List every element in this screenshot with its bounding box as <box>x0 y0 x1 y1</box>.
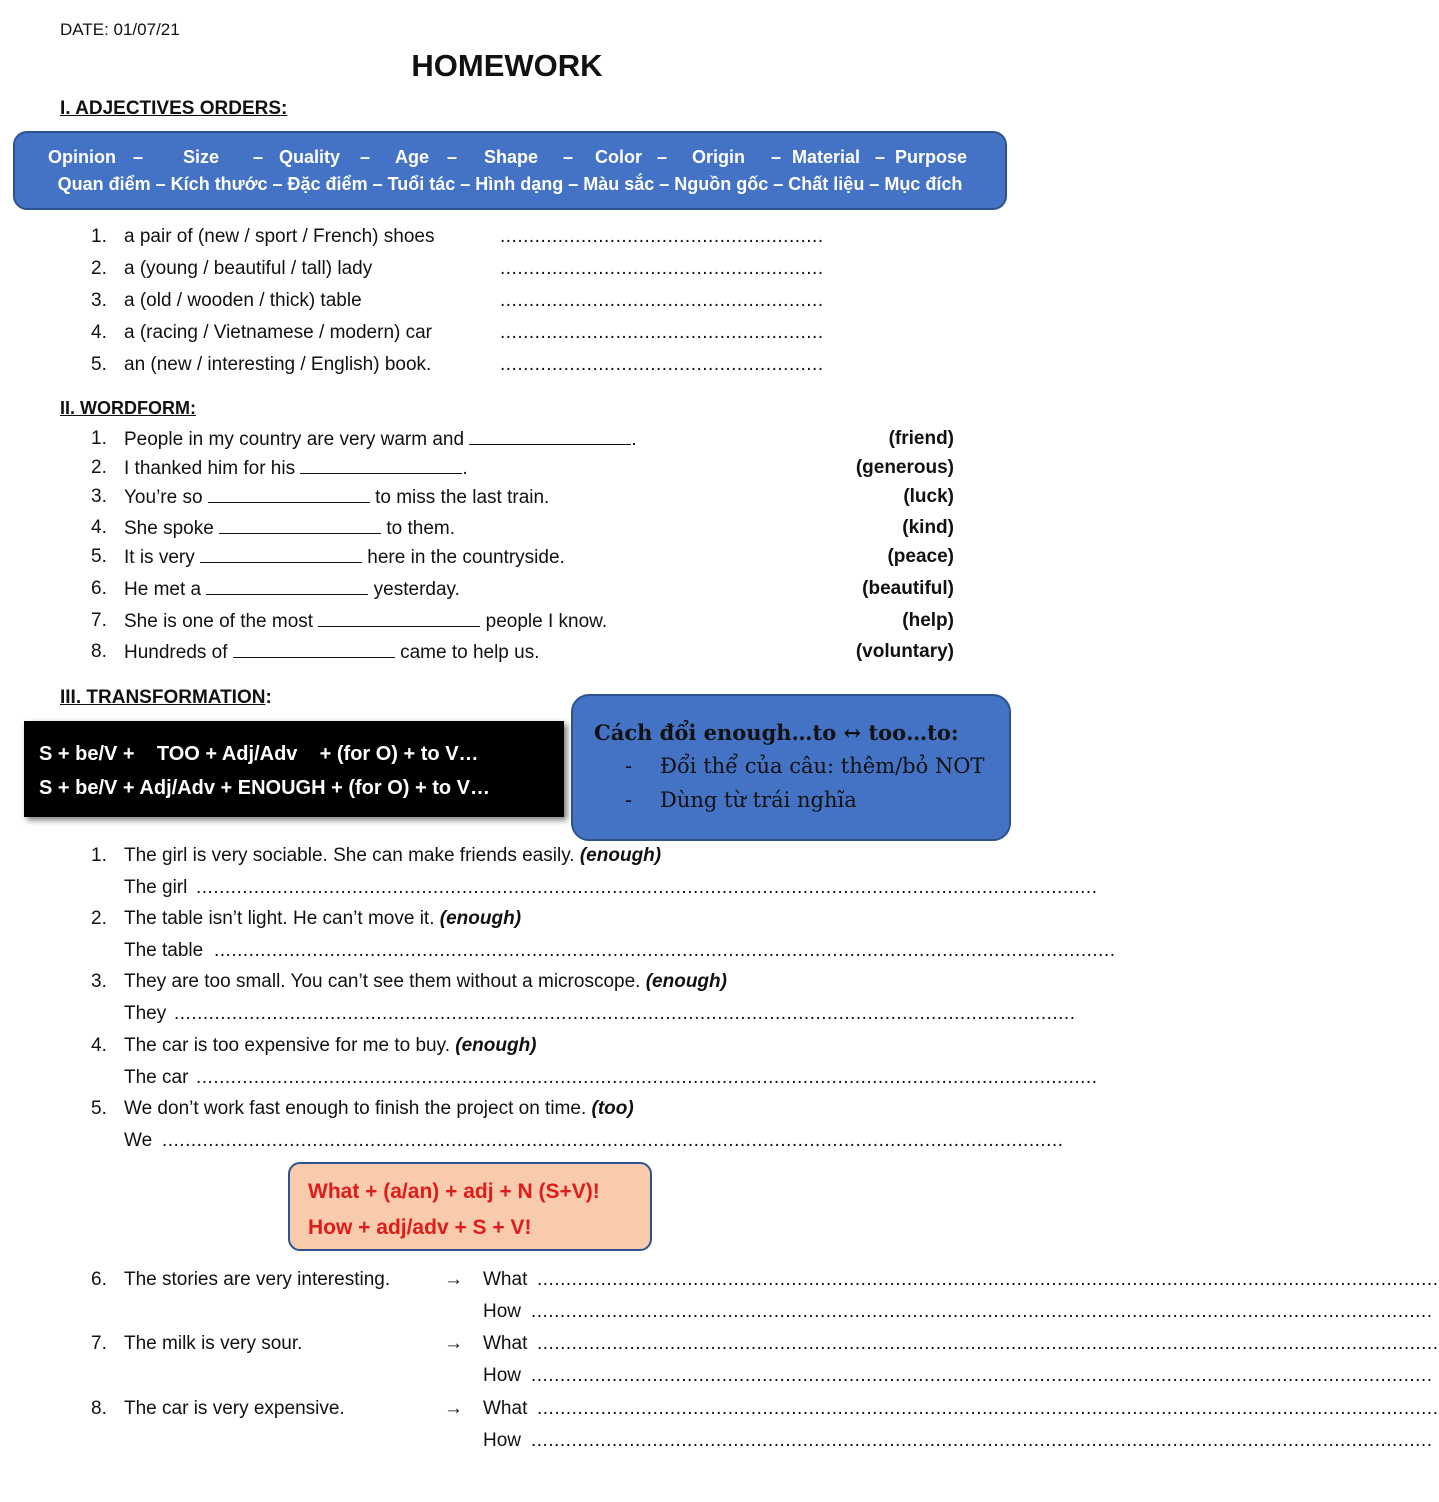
item-number: 7. <box>91 1333 107 1354</box>
item-number: 4. <box>91 517 107 538</box>
item-number: 5. <box>91 546 107 567</box>
item-number: 3. <box>91 290 107 311</box>
wordform-sentence: She spoke to them. <box>124 518 456 539</box>
wordform-sentence: He met a yesterday. <box>124 579 460 600</box>
answer-line[interactable]: ............................................................................................................................................................ <box>162 1130 1064 1151</box>
order-vietnamese: Quan điểm – Kích thước – Đặc điểm – Tuổi tác – Hình dạng – Màu sắc – Nguồn gốc – Chất liệu – Mục đích <box>57 174 963 194</box>
transform-sentence: They are too small. You can’t see them without a microscope. (enough) <box>124 971 727 992</box>
wordform-sentence: Hundreds of came to help us. <box>124 642 540 663</box>
answer-line[interactable]: ............................................................................................................................................................ <box>537 1269 1439 1290</box>
transform-sentence: The table isn’t light. He can’t move it. (enough) <box>124 908 522 929</box>
note-title: Cách đổi enough…to ↔ too…to: <box>594 720 959 745</box>
exclaim-sentence: The car is very expensive. <box>124 1398 345 1419</box>
order-dash: – <box>875 147 886 167</box>
word-hint: (help) <box>902 610 954 631</box>
bullet-dash: - <box>625 754 633 778</box>
transform-sentence: The girl is very sociable. She can make friends easily. (enough) <box>124 845 662 866</box>
order-quality: Quality <box>279 147 341 167</box>
answer-start-what: What <box>483 1269 528 1290</box>
word-hint: (luck) <box>903 486 954 507</box>
answer-start-what: What <box>483 1398 528 1419</box>
order-dash: – <box>360 147 371 167</box>
note-item: Đổi thể của câu: thêm/bỏ NOT <box>660 754 985 778</box>
word-hint: (generous) <box>855 457 954 478</box>
conversion-note-box <box>571 694 1011 841</box>
section-3-heading: III. TRANSFORMATION: <box>60 687 272 708</box>
answer-line[interactable]: ........................................................ <box>500 354 824 375</box>
exclaim-sentence: The stories are very interesting. <box>124 1269 391 1290</box>
page-title: HOMEWORK <box>411 48 603 83</box>
note-item: Dùng từ trái nghĩa <box>660 788 857 812</box>
word-hint: (friend) <box>888 428 954 449</box>
answer-line[interactable]: ........................................................ <box>500 226 824 247</box>
adjective-order-box <box>13 131 1007 210</box>
item-number: 2. <box>91 908 107 929</box>
answer-line[interactable]: ............................................................................................................................................................ <box>531 1365 1433 1386</box>
blank-field[interactable] <box>208 486 370 503</box>
word-hint: (peace) <box>887 546 954 567</box>
blank-field[interactable] <box>300 457 462 474</box>
blank-field[interactable] <box>219 517 381 534</box>
answer-start-how: How <box>483 1430 522 1451</box>
formula-what: What + (a/an) + adj + N (S+V)! <box>308 1180 600 1203</box>
blank-field[interactable] <box>233 641 395 658</box>
order-dash: – <box>447 147 458 167</box>
order-dash: – <box>133 147 144 167</box>
formula-enough: S + be/V + Adj/Adv + ENOUGH + (for O) + to V… <box>39 777 491 799</box>
section-2-heading: II. WORDFORM: <box>60 398 196 418</box>
blank-field[interactable] <box>206 578 368 595</box>
order-shape: Shape <box>484 147 539 167</box>
answer-line[interactable]: ............................................................................................................................................................ <box>196 1067 1098 1088</box>
blank-field[interactable] <box>318 610 480 627</box>
order-dash: – <box>657 147 668 167</box>
order-color: Color <box>595 147 642 167</box>
item-number: 5. <box>91 1098 107 1119</box>
answer-line[interactable]: ............................................................................................................................................................ <box>537 1398 1439 1419</box>
answer-line[interactable]: ............................................................................................................................................................ <box>196 877 1098 898</box>
order-origin: Origin <box>692 147 745 167</box>
order-purpose: Purpose <box>895 147 968 167</box>
item-number: 4. <box>91 322 107 343</box>
answer-line[interactable]: ............................................................................................................................................................ <box>531 1430 1433 1451</box>
item-number: 1. <box>91 226 107 247</box>
order-opinion: Opinion <box>48 147 116 167</box>
order-size: Size <box>183 147 220 167</box>
item-number: 8. <box>91 1398 107 1419</box>
item-number: 6. <box>91 578 107 599</box>
item-number: 1. <box>91 428 107 449</box>
formula-how: How + adj/adv + S + V! <box>308 1216 532 1239</box>
answer-line[interactable]: ........................................................ <box>500 258 824 279</box>
order-age: Age <box>395 147 430 167</box>
answer-line[interactable]: ............................................................................................................................................................ <box>214 940 1116 961</box>
answer-start: They <box>124 1003 167 1024</box>
item-number: 5. <box>91 354 107 375</box>
item-number: 2. <box>91 258 107 279</box>
order-dash: – <box>563 147 574 167</box>
transform-sentence: We don’t work fast enough to finish the project on time. (too) <box>124 1098 634 1119</box>
item-text: a (old / wooden / thick) table <box>124 290 362 311</box>
item-number: 3. <box>91 971 107 992</box>
item-text: a pair of (new / sport / French) shoes <box>124 226 435 247</box>
item-text: an (new / interesting / English) book. <box>124 354 432 375</box>
order-material: Material <box>792 147 861 167</box>
item-text: a (young / beautiful / tall) lady <box>124 258 373 279</box>
order-dash: – <box>771 147 782 167</box>
order-dash: – <box>253 147 264 167</box>
answer-line[interactable]: ............................................................................................................................................................ <box>531 1301 1433 1322</box>
answer-line[interactable]: ............................................................................................................................................................ <box>537 1333 1439 1354</box>
item-number: 4. <box>91 1035 107 1056</box>
answer-start-how: How <box>483 1365 522 1386</box>
answer-start: The table <box>124 940 204 961</box>
word-hint: (beautiful) <box>862 578 954 599</box>
arrow-right-icon: → <box>444 1269 463 1290</box>
wordform-sentence: You’re so to miss the last train. <box>124 487 550 508</box>
item-number: 3. <box>91 486 107 507</box>
bullet-dash: - <box>625 788 633 812</box>
transform-sentence: The car is too expensive for me to buy. (enough) <box>124 1035 537 1056</box>
word-hint: (voluntary) <box>855 641 954 662</box>
answer-line[interactable]: ........................................................ <box>500 322 824 343</box>
exclamation-formula-box <box>288 1162 652 1251</box>
answer-start-what: What <box>483 1333 528 1354</box>
wordform-sentence: People in my country are very warm and . <box>124 429 637 450</box>
wordform-sentence: I thanked him for his . <box>124 458 468 479</box>
item-number: 7. <box>91 610 107 631</box>
exclaim-sentence: The milk is very sour. <box>124 1333 303 1354</box>
formula-too: S + be/V + TOO + Adj/Adv + (for O) + to V… <box>39 743 479 765</box>
item-text: a (racing / Vietnamese / modern) car <box>124 322 433 343</box>
date-label: DATE: 01/07/21 <box>60 20 180 39</box>
answer-start: The girl <box>124 877 188 898</box>
arrow-right-icon: → <box>444 1333 463 1354</box>
item-number: 2. <box>91 457 107 478</box>
answer-line[interactable]: ............................................................................................................................................................ <box>174 1003 1076 1024</box>
answer-start: We <box>124 1130 153 1151</box>
wordform-sentence: It is very here in the countryside. <box>124 547 565 568</box>
blank-field[interactable] <box>469 428 631 445</box>
arrow-right-icon: → <box>444 1398 463 1419</box>
too-enough-formula-box <box>24 721 564 817</box>
section-1-heading: I. ADJECTIVES ORDERS: <box>60 98 288 119</box>
answer-line[interactable]: ........................................................ <box>500 290 824 311</box>
item-number: 6. <box>91 1269 107 1290</box>
word-hint: (kind) <box>902 517 954 538</box>
wordform-sentence: She is one of the most people I know. <box>124 611 608 632</box>
item-number: 8. <box>91 641 107 662</box>
item-number: 1. <box>91 845 107 866</box>
answer-start-how: How <box>483 1301 522 1322</box>
answer-start: The car <box>124 1067 189 1088</box>
blank-field[interactable] <box>200 546 362 563</box>
